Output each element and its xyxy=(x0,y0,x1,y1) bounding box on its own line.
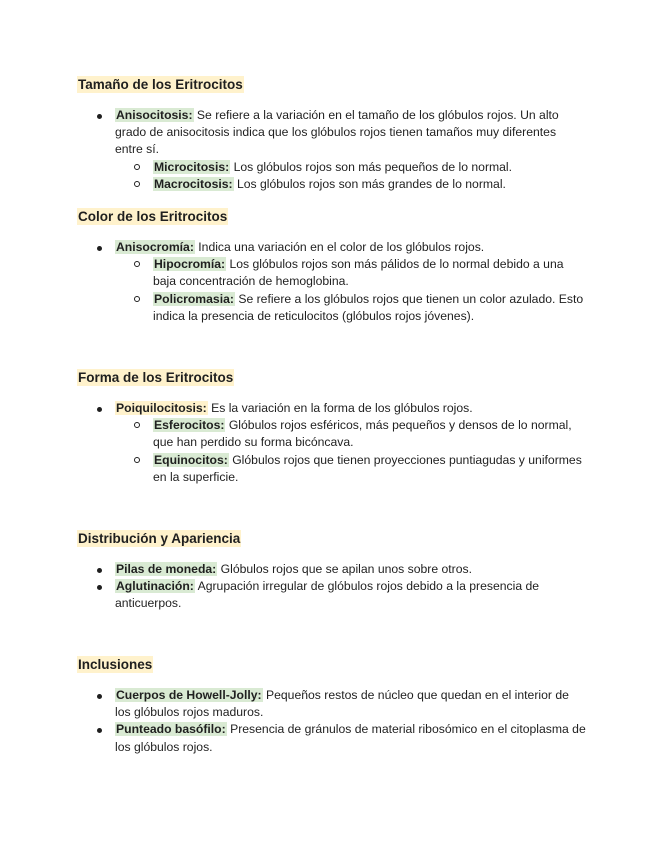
item-text: Se refiere a la variación en el tamaño de los glóbulos rojos. Un alto grado de anisocitosis indica que los glóbulos rojos tienen tamaños muy diferentes entre sí. xyxy=(115,108,559,157)
list-item xyxy=(77,239,587,325)
bullet-list xyxy=(77,687,587,756)
term-label: Anisocromía: xyxy=(116,240,194,254)
term-label: Pilas de moneda: xyxy=(116,562,217,576)
item-text: Glóbulos rojos que se apilan unos sobre otros. xyxy=(217,562,472,576)
item-text: Glóbulos rojos esféricos, más pequeños y densos de lo normal, que han perdido su forma bicóncava. xyxy=(153,418,572,450)
bullet-icon xyxy=(97,728,102,733)
item-text: Es la variación en la forma de los glóbulos rojos. xyxy=(207,401,473,415)
bullet-list xyxy=(77,400,587,486)
hollow-bullet-icon xyxy=(134,261,140,267)
bullet-list xyxy=(77,107,587,193)
item-text: Los glóbulos rojos son más pequeños de lo normal. xyxy=(230,159,513,174)
term-label: Aglutinación: xyxy=(116,579,194,594)
list-item xyxy=(77,400,587,486)
hollow-bullet-icon xyxy=(134,164,140,170)
section-tamano xyxy=(77,76,587,193)
section-heading: Distribución y Apariencia xyxy=(78,531,241,546)
bullet-icon xyxy=(97,585,102,590)
term-label: Macrocitosis: xyxy=(154,176,233,191)
sub-list-item xyxy=(115,452,587,486)
item-text: Glóbulos rojos que tienen proyecciones puntiagudas y uniformes en la superficie. xyxy=(153,452,582,484)
term-label: Microcitosis: xyxy=(154,159,230,174)
term-label: Hipocromía: xyxy=(154,257,226,272)
sub-list-item xyxy=(115,417,587,451)
bullet-icon xyxy=(97,246,102,251)
item-text: Los glóbulos rojos son más grandes de lo normal. xyxy=(233,176,506,191)
section-heading: Forma de los Eritrocitos xyxy=(78,370,234,385)
term-label: Anisocitosis: xyxy=(116,108,193,122)
sub-list-item xyxy=(115,176,587,193)
term-label: Policromasia: xyxy=(154,291,234,306)
item-text: Los glóbulos rojos son más pálidos de lo normal debido a una baja concentración de hemoglobina. xyxy=(153,257,564,289)
bullet-list xyxy=(77,561,587,613)
section-forma xyxy=(77,369,587,486)
bullet-icon xyxy=(97,407,102,412)
item-text: Pequeños restos de núcleo que quedan en el interior de los glóbulos rojos maduros. xyxy=(115,688,569,720)
list-item xyxy=(77,578,587,612)
item-text: Indica una variación en el color de los glóbulos rojos. xyxy=(194,240,485,254)
bullet-list xyxy=(77,239,587,325)
list-item xyxy=(77,107,587,193)
sub-bullet-list xyxy=(115,159,587,193)
section-heading: Inclusiones xyxy=(78,657,153,672)
sub-bullet-list xyxy=(115,417,587,486)
term-label: Equinocitos: xyxy=(154,452,228,467)
section-distribucion xyxy=(77,530,587,613)
section-color xyxy=(77,208,587,325)
sub-list-item xyxy=(115,291,587,325)
sub-list-item xyxy=(115,159,587,176)
term-label: Punteado basófilo: xyxy=(116,722,226,737)
list-item xyxy=(77,687,587,721)
list-item xyxy=(77,561,587,578)
hollow-bullet-icon xyxy=(134,181,140,187)
item-text: Se refiere a los glóbulos rojos que tienen un color azulado. Esto indica la presencia de reticulocitos (glóbulos rojos jóvenes). xyxy=(153,291,584,323)
item-text: Agrupación irregular de glóbulos rojos debido a la presencia de anticuerpos. xyxy=(115,579,540,611)
term-label: Esferocitos: xyxy=(154,418,225,433)
sub-bullet-list xyxy=(115,256,587,325)
list-item xyxy=(77,721,587,755)
section-inclusiones xyxy=(77,656,587,756)
term-label: Poiquilocitosis: xyxy=(116,401,207,415)
section-heading: Color de los Eritrocitos xyxy=(78,209,228,224)
hollow-bullet-icon xyxy=(134,422,140,428)
hollow-bullet-icon xyxy=(134,457,140,463)
term-label: Cuerpos de Howell-Jolly: xyxy=(116,688,262,702)
sub-list-item xyxy=(115,256,587,290)
item-text: Presencia de gránulos de material ribosómico en el citoplasma de los glóbulos rojos. xyxy=(115,722,586,754)
section-heading: Tamaño de los Eritrocitos xyxy=(78,77,243,92)
bullet-icon xyxy=(97,568,102,573)
bullet-icon xyxy=(97,694,102,699)
bullet-icon xyxy=(97,114,102,119)
hollow-bullet-icon xyxy=(134,296,140,302)
